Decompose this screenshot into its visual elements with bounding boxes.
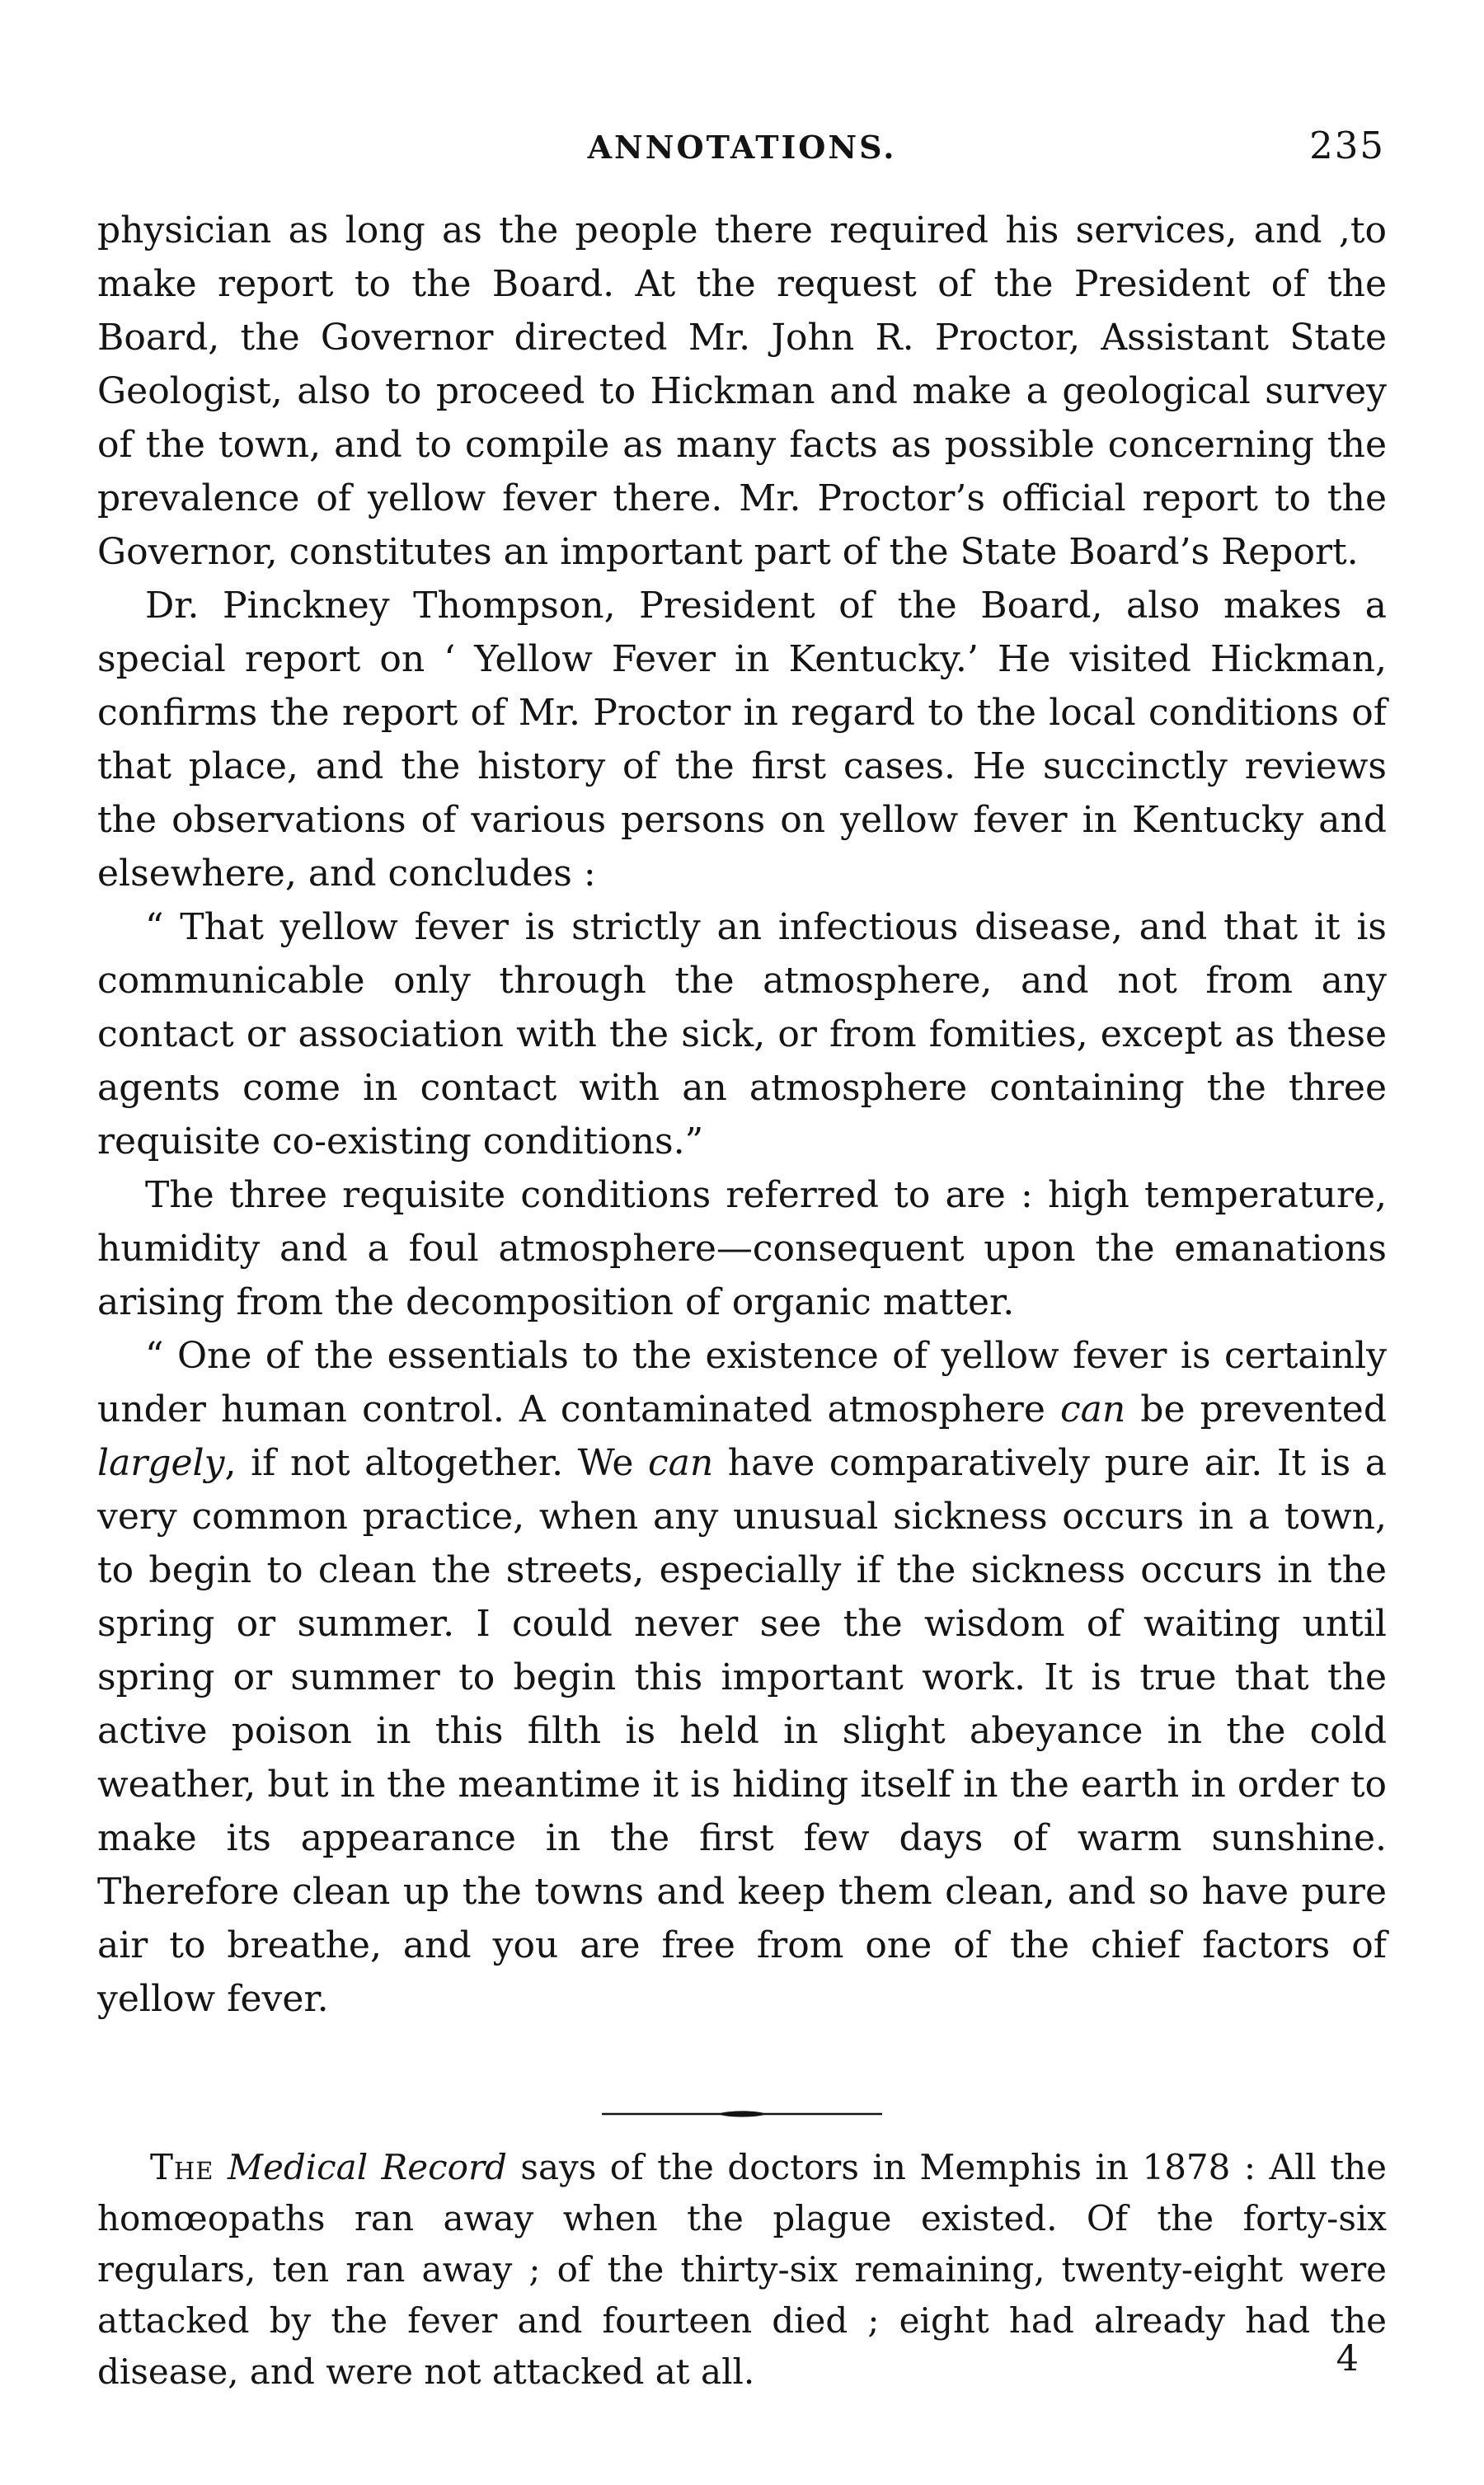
editorial-note [97, 2142, 1387, 2398]
lens-rule-ornament-icon [600, 2107, 884, 2121]
text-segment-italic: can [647, 1442, 714, 1484]
section-divider [600, 2107, 884, 2121]
page-number: 235 [1309, 124, 1385, 167]
text-segment-italic: largely [97, 1442, 225, 1484]
running-head [97, 124, 1387, 173]
text-segment: physician as long as the people there required his services, and ,to make report to the Board. At the request of the President of the Board, the Governor directed Mr. John R. Proctor, Assistant State Geologist, also to proceed to Hickman and make a geological survey of the town, and to compile as many facts as possible concerning the prevalence of yellow fever there. Mr. Proctor’s official report to the Governor, constitutes an important part of the State Board’s Report. [97, 209, 1387, 573]
text-segment: The three requisite conditions referred to are : high temperature, humidity and a foul atmosphere—consequent upon the emanations arising from the decomposition of organic matter. [97, 1174, 1387, 1323]
text-segment: “ That yellow fever is strictly an infectious disease, and that it is communicable only through the atmosphere, and not from any contact or association with the sick, or from fomities, except as these agents come in contact with an atmosphere containing the three requisite co-existing conditions.” [97, 906, 1387, 1163]
text-segment-italic: can [1059, 1388, 1126, 1430]
text-segment-italic: Medical Record [227, 2147, 507, 2187]
text-segment: “ One of the essentials to the existence of yellow fever is certainly under human control. A contaminated atmosphere [97, 1335, 1387, 1430]
paragraph-quote-infectious [97, 900, 1387, 1168]
text-segment [214, 2147, 228, 2187]
note-paragraph [97, 2142, 1387, 2398]
paragraph-quote-essentials [97, 1329, 1387, 2026]
text-segment: have comparatively pure air. It is a very common practice, when any unusual sickness occurs in a town, to begin to clean the streets, especially if the sickness occurs in the spring or summer. I could never see the wisdom of waiting until spring or summer to begin this important work. It is true that the active poison in this filth is held in slight abeyance in the cold weather, but in the meantime it is hiding itself in the earth in order to make its appearance in the first few days of warm sunshine. Therefore clean up the towns and keep them clean, and so have pure air to breathe, and you are free from one of the chief factors of yellow fever. [97, 1442, 1388, 2020]
paragraph-continuation [97, 204, 1387, 579]
text-segment-smallcaps: The [150, 2147, 214, 2187]
text-segment: Dr. Pinckney Thompson, President of the Board, also makes a special report on ‘ Yellow Fever in Kentucky.’ He visited Hickman, confirms the report of Mr. Proctor in regard to the local conditions of that place, and the history of the first cases. He succinctly reviews the observations of various persons on yellow fever in Kentucky and elsewhere, and concludes : [97, 585, 1387, 895]
paragraph-special-report [97, 579, 1387, 900]
paragraph-three-conditions [97, 1168, 1387, 1329]
text-segment: be prevented [1125, 1388, 1387, 1430]
text-segment: , if not altogether. We [224, 1442, 648, 1484]
signature-mark: 4 [1336, 2338, 1359, 2379]
main-text-block [97, 204, 1387, 2026]
text-segment: says of the doctors in Memphis in 1878 : All the homœopaths ran away when the plague existed. Of the forty-six regulars, ten ran away ; of the thirty-six remaining, twenty-eight were attacked by the fever and fourteen died ; eight had already had the disease, and were not attacked at all. [97, 2147, 1387, 2392]
running-head-title: ANNOTATIONS. [587, 129, 897, 166]
